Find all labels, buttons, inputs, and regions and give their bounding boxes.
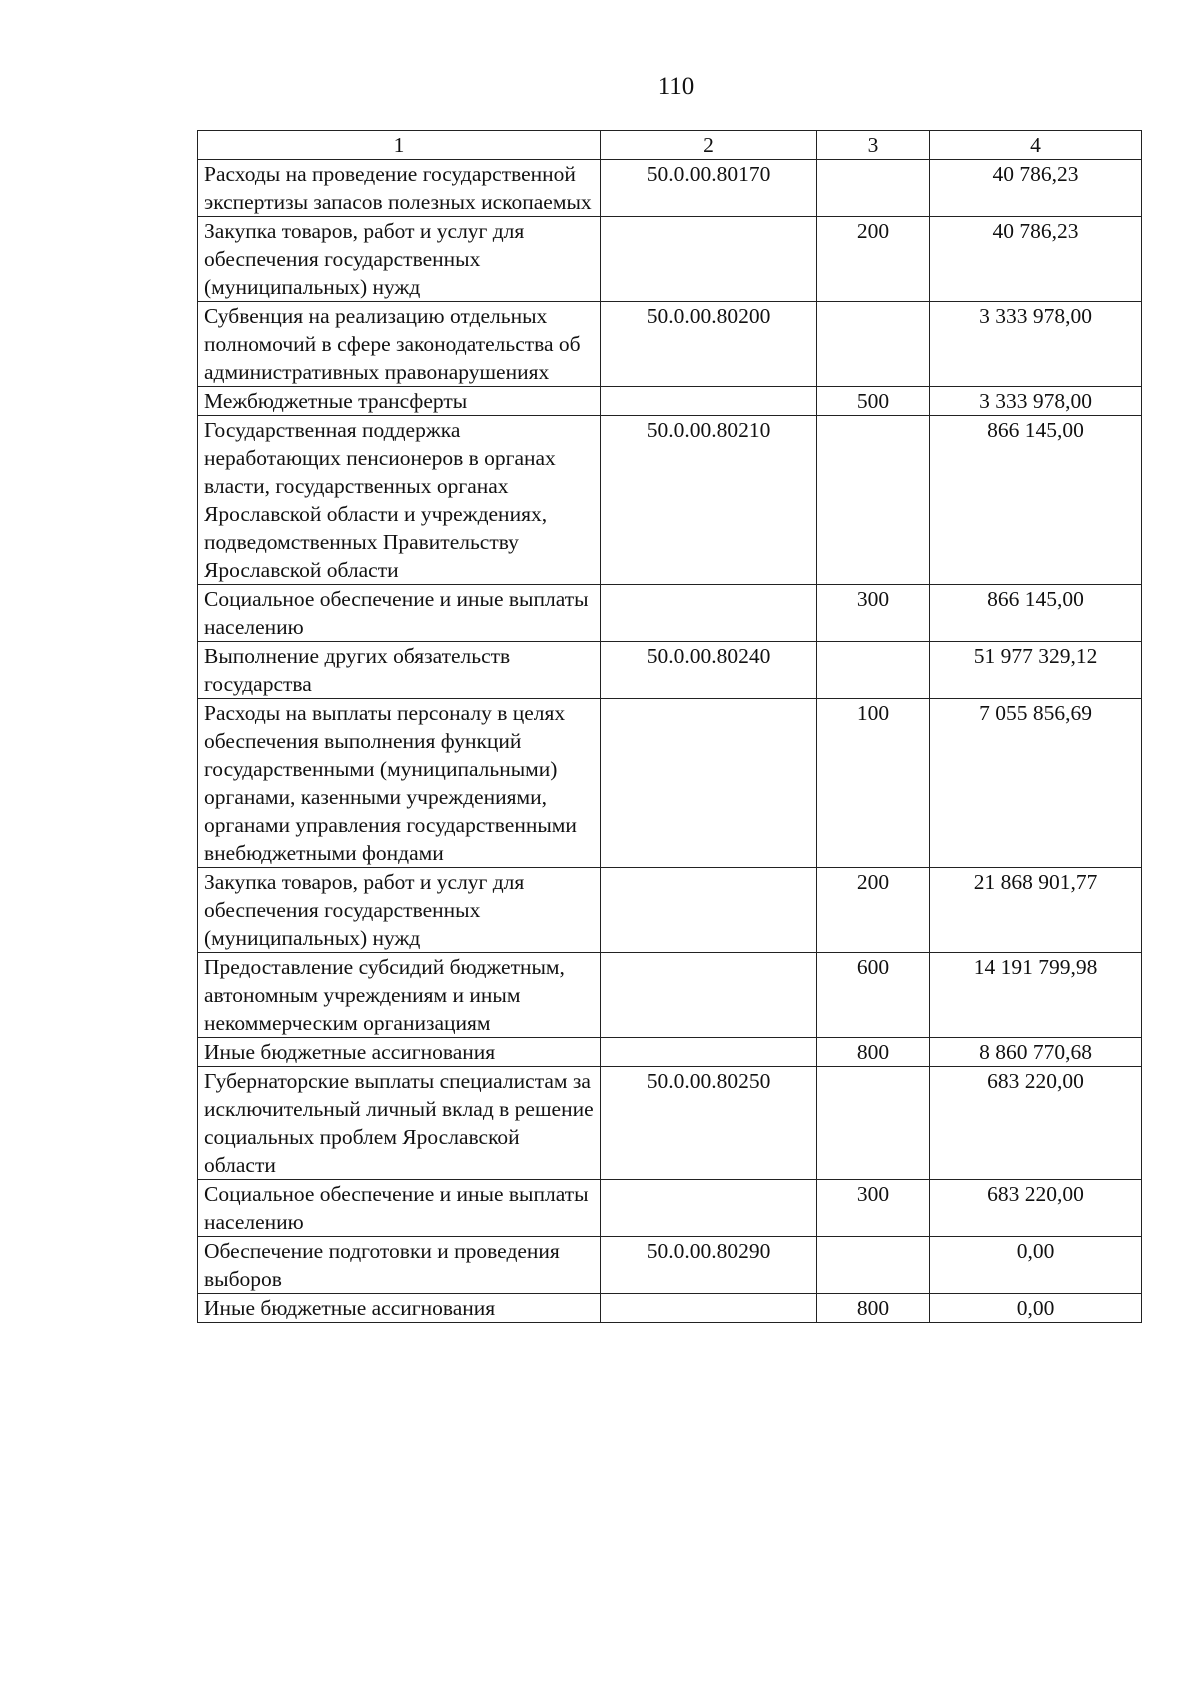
target-code bbox=[601, 387, 817, 416]
target-code bbox=[601, 217, 817, 302]
amount: 8 860 770,68 bbox=[930, 1038, 1142, 1067]
expense-name: Закупка товаров, работ и услуг для обеспечения государственных (муниципальных) нужд bbox=[198, 868, 601, 953]
target-code: 50.0.00.80250 bbox=[601, 1067, 817, 1180]
target-code bbox=[601, 1180, 817, 1237]
amount: 3 333 978,00 bbox=[930, 387, 1142, 416]
amount: 683 220,00 bbox=[930, 1067, 1142, 1180]
expense-name: Выполнение других обязательств государства bbox=[198, 642, 601, 699]
budget-table bbox=[197, 130, 1142, 1323]
table-header-row bbox=[198, 131, 1142, 160]
expense-type: 800 bbox=[817, 1294, 930, 1323]
amount: 866 145,00 bbox=[930, 585, 1142, 642]
table-row bbox=[198, 642, 1142, 699]
target-code bbox=[601, 953, 817, 1038]
expense-type: 300 bbox=[817, 1180, 930, 1237]
column-header: 1 bbox=[198, 131, 601, 160]
table-row bbox=[198, 699, 1142, 868]
table-row bbox=[198, 1294, 1142, 1323]
target-code bbox=[601, 1294, 817, 1323]
table-row bbox=[198, 217, 1142, 302]
expense-type: 100 bbox=[817, 699, 930, 868]
expense-name: Губернаторские выплаты специалистам за исключительный личный вклад в решение социальных проблем Ярославской области bbox=[198, 1067, 601, 1180]
amount: 40 786,23 bbox=[930, 217, 1142, 302]
column-header: 4 bbox=[930, 131, 1142, 160]
amount: 21 868 901,77 bbox=[930, 868, 1142, 953]
expense-type: 600 bbox=[817, 953, 930, 1038]
expense-type bbox=[817, 1237, 930, 1294]
target-code bbox=[601, 585, 817, 642]
table-row bbox=[198, 953, 1142, 1038]
expense-type bbox=[817, 642, 930, 699]
amount: 7 055 856,69 bbox=[930, 699, 1142, 868]
expense-type: 200 bbox=[817, 217, 930, 302]
target-code bbox=[601, 868, 817, 953]
expense-name: Иные бюджетные ассигнования bbox=[198, 1038, 601, 1067]
target-code: 50.0.00.80240 bbox=[601, 642, 817, 699]
amount: 0,00 bbox=[930, 1294, 1142, 1323]
expense-name: Расходы на проведение государственной экспертизы запасов полезных ископаемых bbox=[198, 160, 601, 217]
expense-name: Предоставление субсидий бюджетным, автономным учреждениям и иным некоммерческим организациям bbox=[198, 953, 601, 1038]
expense-name: Обеспечение подготовки и проведения выборов bbox=[198, 1237, 601, 1294]
page-number: 110 bbox=[657, 73, 695, 100]
target-code bbox=[601, 1038, 817, 1067]
table-row bbox=[198, 585, 1142, 642]
table-row bbox=[198, 160, 1142, 217]
table-row bbox=[198, 302, 1142, 387]
amount: 3 333 978,00 bbox=[930, 302, 1142, 387]
amount: 40 786,23 bbox=[930, 160, 1142, 217]
expense-type: 800 bbox=[817, 1038, 930, 1067]
table-row bbox=[198, 1067, 1142, 1180]
table-row bbox=[198, 1038, 1142, 1067]
expense-type: 200 bbox=[817, 868, 930, 953]
target-code: 50.0.00.80170 bbox=[601, 160, 817, 217]
expense-name: Расходы на выплаты персоналу в целях обеспечения выполнения функций государственными (муниципальными) органами, казенными учреждениями, органами управления государственными внебюджетными фондами bbox=[198, 699, 601, 868]
table-row bbox=[198, 416, 1142, 585]
table-row bbox=[198, 1180, 1142, 1237]
expense-name: Закупка товаров, работ и услуг для обеспечения государственных (муниципальных) нужд bbox=[198, 217, 601, 302]
expense-type bbox=[817, 302, 930, 387]
column-header: 3 bbox=[817, 131, 930, 160]
amount: 866 145,00 bbox=[930, 416, 1142, 585]
expense-name: Социальное обеспечение и иные выплаты населению bbox=[198, 585, 601, 642]
target-code: 50.0.00.80290 bbox=[601, 1237, 817, 1294]
amount: 683 220,00 bbox=[930, 1180, 1142, 1237]
expense-name: Межбюджетные трансферты bbox=[198, 387, 601, 416]
target-code: 50.0.00.80200 bbox=[601, 302, 817, 387]
column-header: 2 bbox=[601, 131, 817, 160]
table-row bbox=[198, 1237, 1142, 1294]
table-row bbox=[198, 868, 1142, 953]
amount: 14 191 799,98 bbox=[930, 953, 1142, 1038]
expense-name: Иные бюджетные ассигнования bbox=[198, 1294, 601, 1323]
expense-type bbox=[817, 160, 930, 217]
expense-type bbox=[817, 416, 930, 585]
amount: 51 977 329,12 bbox=[930, 642, 1142, 699]
table-row bbox=[198, 387, 1142, 416]
expense-name: Социальное обеспечение и иные выплаты населению bbox=[198, 1180, 601, 1237]
expense-type bbox=[817, 1067, 930, 1180]
expense-type: 500 bbox=[817, 387, 930, 416]
target-code: 50.0.00.80210 bbox=[601, 416, 817, 585]
expense-name: Субвенция на реализацию отдельных полномочий в сфере законодательства об административных правонарушениях bbox=[198, 302, 601, 387]
target-code bbox=[601, 699, 817, 868]
amount: 0,00 bbox=[930, 1237, 1142, 1294]
expense-type: 300 bbox=[817, 585, 930, 642]
expense-name: Государственная поддержка неработающих пенсионеров в органах власти, государственных органах Ярославской области и учреждениях, подведомственных Правительству Ярославской области bbox=[198, 416, 601, 585]
